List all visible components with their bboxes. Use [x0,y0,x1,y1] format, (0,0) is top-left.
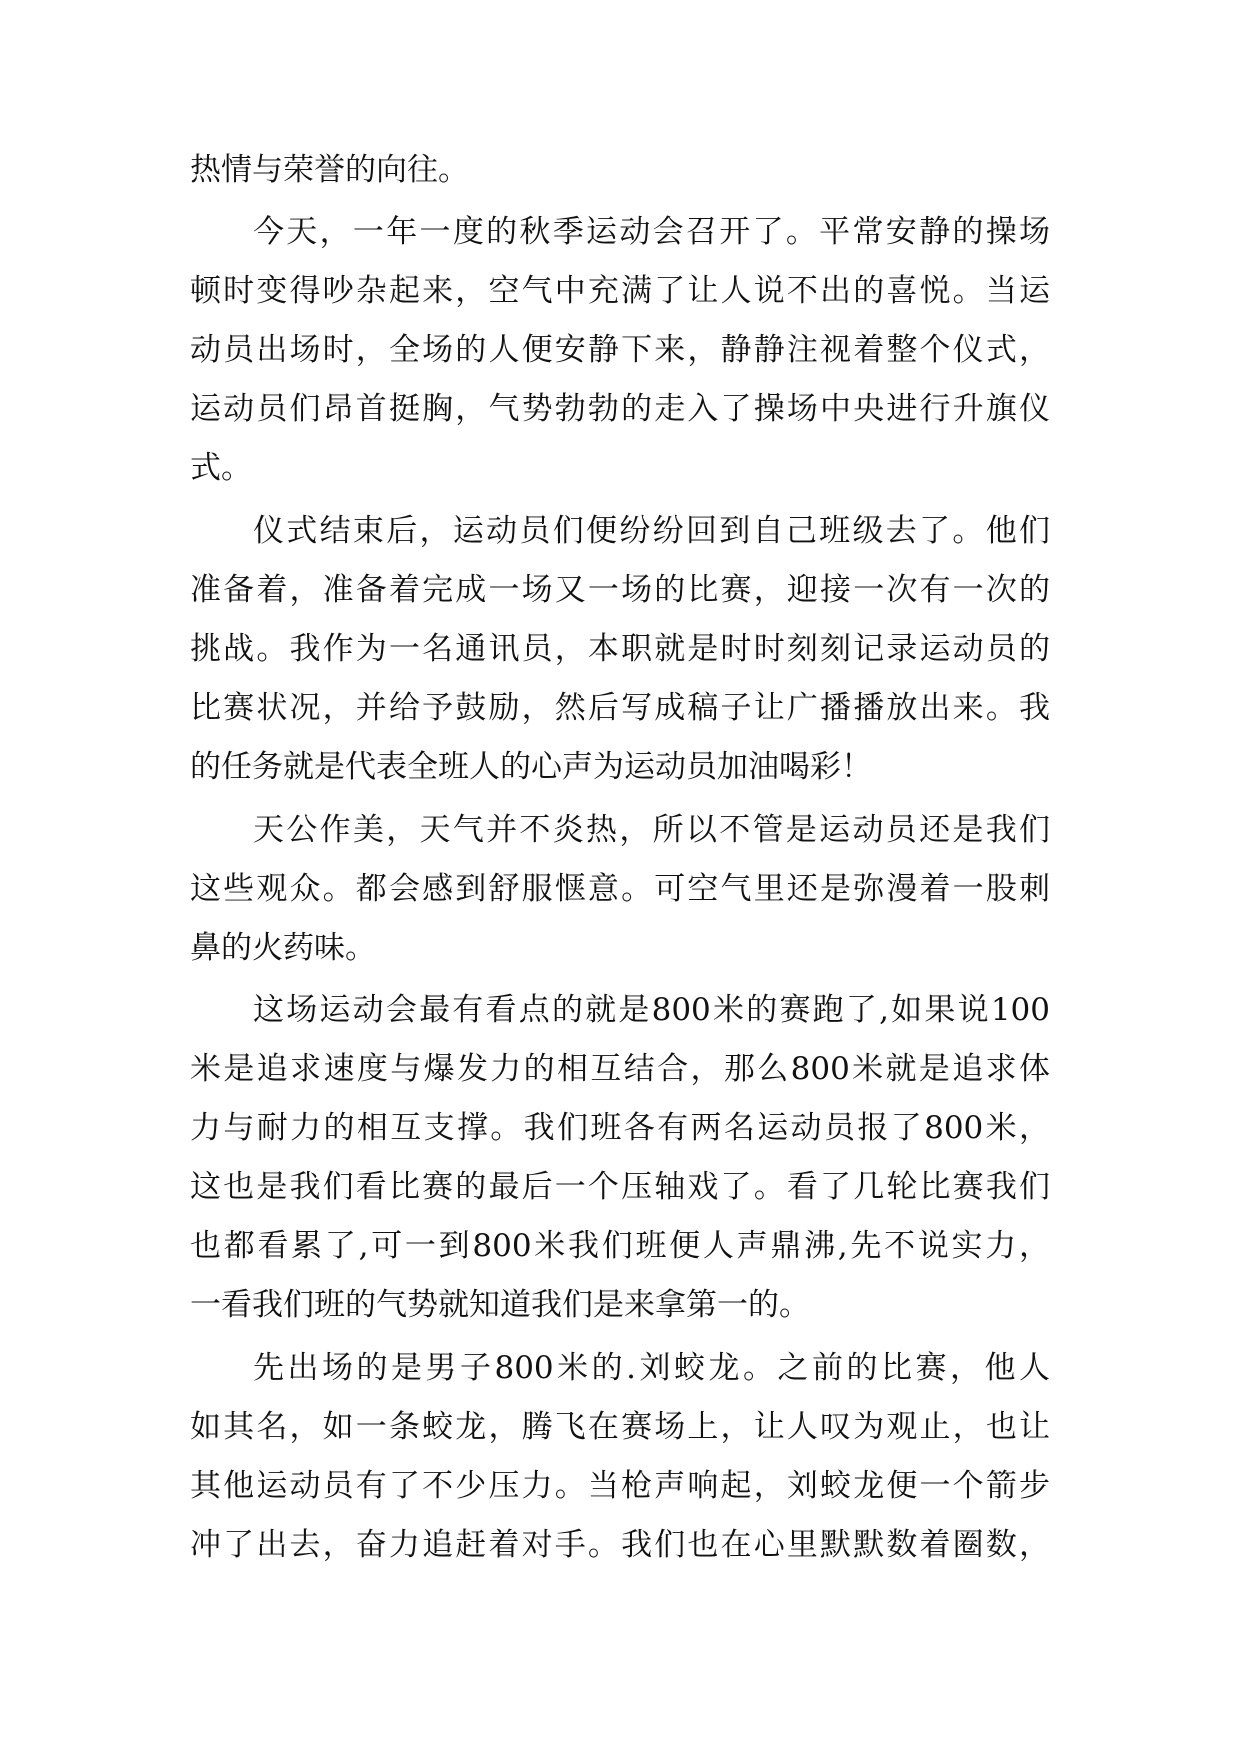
text-line-7: 仪式结束后，运动员们便纷纷回到自己班级去了。他们 [253,513,1050,549]
text-line-23: 其他运动员有了不少压力。当枪声响起，刘蛟龙便一个箭步 [190,1468,1050,1504]
text-line-12: 天公作美，天气并不炎热，所以不管是运动员还是我们 [253,812,1050,848]
text-line-21: 先出场的是男子800米的.刘蛟龙。之前的比赛，他人 [253,1350,1050,1386]
text-line-4: 动员出场时，全场的人便安静下来，静静注视着整个仪式， [190,332,1050,368]
text-line-24: 冲了出去，奋力追赶着对手。我们也在心里默默数着圈数， [190,1527,1050,1563]
text-line-8: 准备着，准备着完成一场又一场的比赛，迎接一次有一次的 [190,572,1050,608]
text-line-6: 式。 [190,450,252,486]
text-line-15: 这场运动会最有看点的就是800米的赛跑了,如果说100 [253,992,1050,1028]
text-line-20: 一看我们班的气势就知道我们是来拿第一的。 [190,1287,810,1323]
text-line-1: 热情与荣誉的向往。 [190,152,469,188]
text-line-9: 挑战。我作为一名通讯员，本职就是时时刻刻记录运动员的 [190,631,1050,667]
text-line-10: 比赛状况，并给予鼓励，然后写成稿子让广播播放出来。我 [190,690,1050,726]
text-line-16: 米是追求速度与爆发力的相互结合，那么800米就是追求体 [190,1051,1050,1087]
text-line-13: 这些观众。都会感到舒服惬意。可空气里还是弥漫着一股刺 [190,871,1050,907]
text-line-2: 今天，一年一度的秋季运动会召开了。平常安静的操场 [253,214,1050,250]
text-line-18: 这也是我们看比赛的最后一个压轴戏了。看了几轮比赛我们 [190,1169,1050,1205]
text-line-22: 如其名，如一条蛟龙，腾飞在赛场上，让人叹为观止，也让 [190,1409,1050,1445]
text-line-5: 运动员们昂首挺胸，气势勃勃的走入了操场中央进行升旗仪 [190,391,1050,427]
text-line-17: 力与耐力的相互支撑。我们班各有两名运动员报了800米， [190,1110,1050,1146]
text-line-19: 也都看累了,可一到800米我们班便人声鼎沸,先不说实力， [190,1228,1050,1264]
text-line-11: 的任务就是代表全班人的心声为运动员加油喝彩！ [190,749,872,785]
text-line-14: 鼻的火药味。 [190,930,376,966]
text-line-3: 顿时变得吵杂起来，空气中充满了让人说不出的喜悦。当运 [190,273,1050,309]
